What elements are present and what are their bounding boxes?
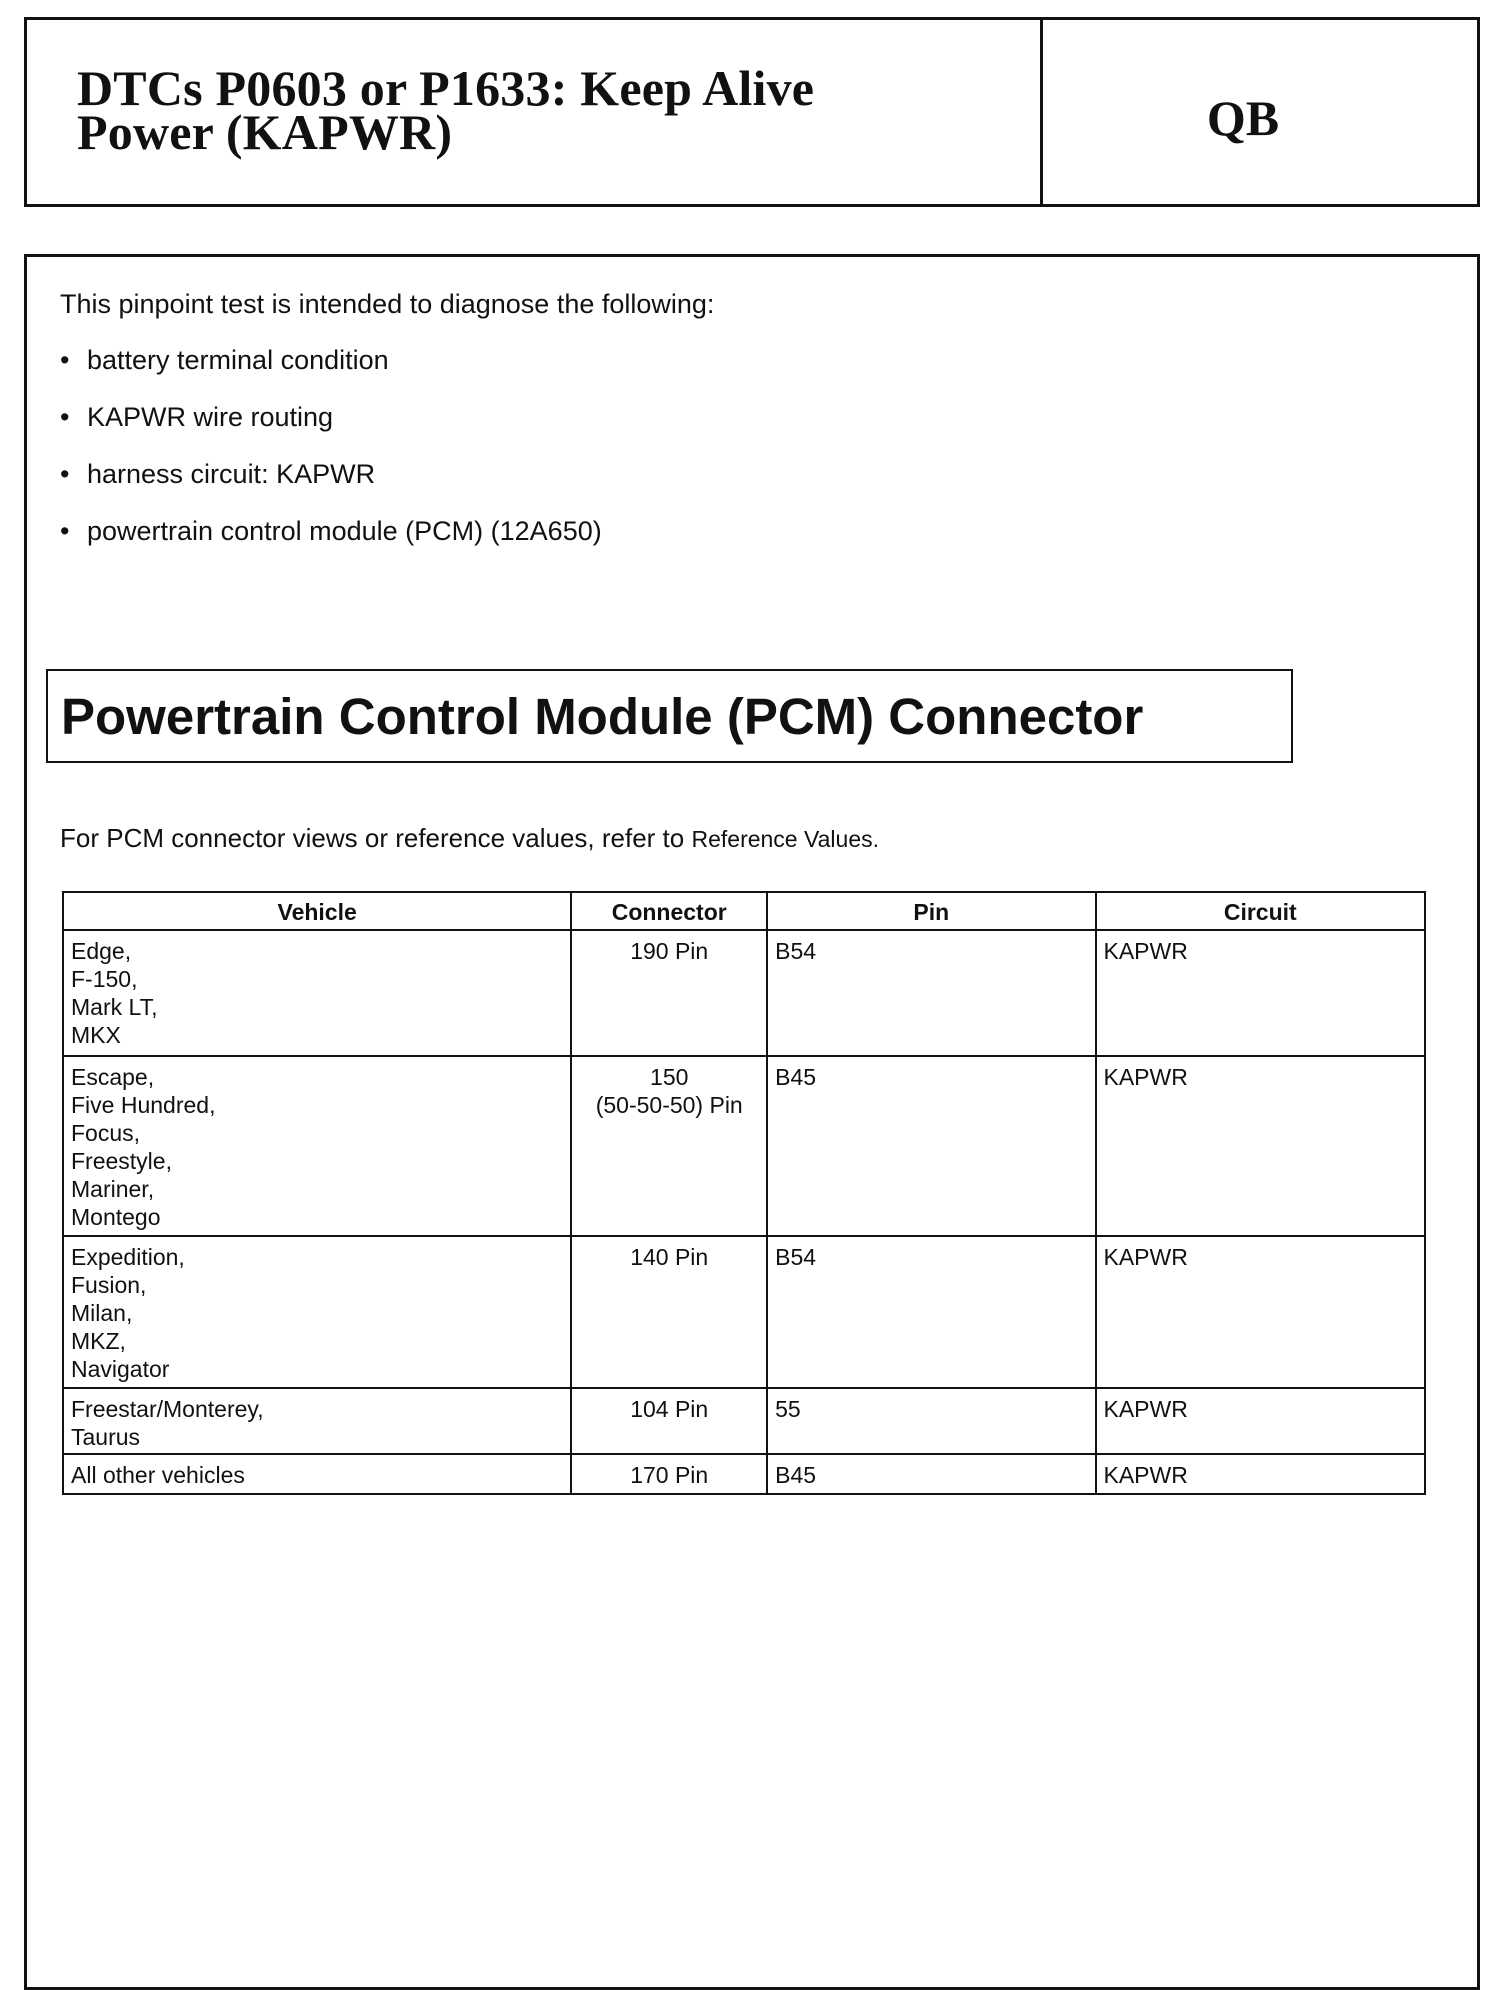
vehicle-cell: Expedition, Fusion, Milan, MKZ, Navigator: [63, 1236, 571, 1388]
circuit-cell: KAPWR: [1096, 1454, 1426, 1494]
header-code-cell: [1043, 20, 1477, 204]
bullet-icon: •: [60, 516, 70, 546]
circuit-cell: KAPWR: [1096, 1388, 1426, 1454]
table-row: [63, 1388, 1425, 1454]
vehicle-cell: All other vehicles: [63, 1454, 571, 1494]
table-header-row: [63, 892, 1425, 930]
vehicle-cell: Freestar/Monterey, Taurus: [63, 1388, 571, 1454]
list-item: • powertrain control module (PCM) (12A650): [60, 516, 602, 546]
connector-cell: 150 (50-50-50) Pin: [571, 1056, 767, 1236]
reference-note: [60, 822, 879, 855]
vehicle-cell: Escape, Five Hundred, Focus, Freestyle, Mariner, Montego: [63, 1056, 571, 1236]
pin-cell: B54: [767, 930, 1095, 1056]
page-title-line1: DTCs P0603 or P1633: Keep Alive: [77, 60, 815, 116]
main-content-box: [24, 254, 1480, 1990]
column-header-connector: Connector: [571, 892, 767, 930]
list-item: • KAPWR wire routing: [60, 402, 334, 432]
header-box: [24, 17, 1480, 207]
column-header-pin: Pin: [767, 892, 1095, 930]
circuit-cell: KAPWR: [1096, 1236, 1426, 1388]
table-row: [63, 1454, 1425, 1494]
table-row: [63, 1056, 1425, 1236]
section-title: Powertrain Control Module (PCM) Connector: [61, 688, 1144, 745]
connector-cell: 104 Pin: [571, 1388, 767, 1454]
vehicle-cell: Edge, F-150, Mark LT, MKX: [63, 930, 571, 1056]
connector-cell: 190 Pin: [571, 930, 767, 1056]
page-title: [77, 60, 1040, 160]
column-header-circuit: Circuit: [1096, 892, 1426, 930]
circuit-cell: KAPWR: [1096, 1056, 1426, 1236]
connector-cell: 140 Pin: [571, 1236, 767, 1388]
pin-cell: B54: [767, 1236, 1095, 1388]
bullet-icon: •: [60, 459, 70, 489]
page-title-line2: Power (KAPWR): [77, 104, 453, 160]
test-code: QB: [1206, 90, 1280, 146]
column-header-vehicle: Vehicle: [63, 892, 571, 930]
table-row: [63, 1236, 1425, 1388]
pin-cell: 55: [767, 1388, 1095, 1454]
pin-cell: B45: [767, 1056, 1095, 1236]
reference-values-link[interactable]: Reference Values.: [691, 826, 879, 852]
pcm-connector-table: [62, 891, 1426, 1495]
table-row: [63, 930, 1425, 1056]
bullet-icon: •: [60, 402, 70, 432]
header-title-cell: [27, 20, 1043, 204]
list-item: • battery terminal condition: [60, 345, 389, 375]
diagnose-list: [60, 344, 602, 572]
reference-note-text: For PCM connector views or reference values, refer to: [60, 823, 685, 853]
intro-text: This pinpoint test is intended to diagnose the following:: [60, 289, 715, 319]
connector-cell: 170 Pin: [571, 1454, 767, 1494]
circuit-cell: KAPWR: [1096, 930, 1426, 1056]
bullet-icon: •: [60, 345, 70, 375]
pin-cell: B45: [767, 1454, 1095, 1494]
list-item: • harness circuit: KAPWR: [60, 459, 376, 489]
section-heading-box: [46, 669, 1293, 763]
